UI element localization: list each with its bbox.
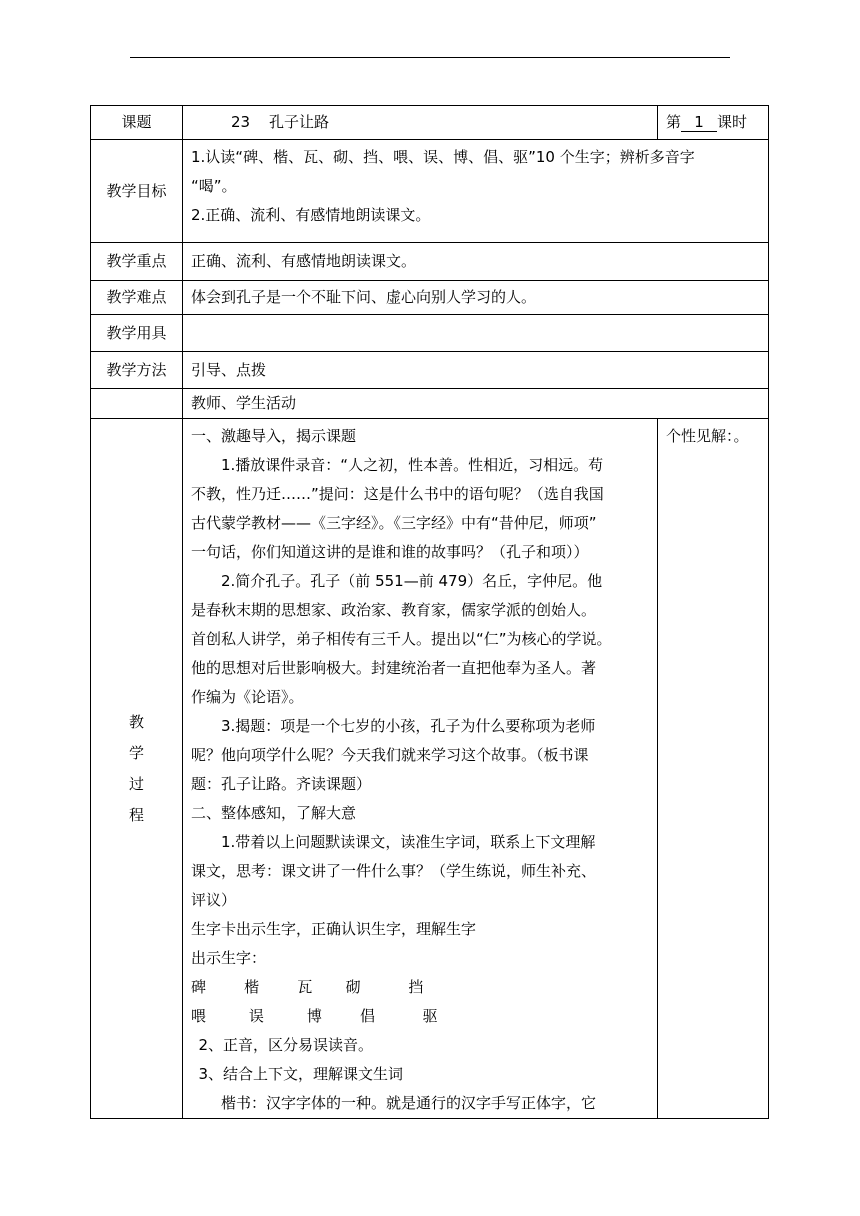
tools-row [91,315,769,352]
lesson-prefix: 第 [666,113,682,131]
method-label: 教学方法 [91,352,183,389]
key-point-row [91,243,769,281]
header-rule [130,57,730,58]
lesson-period-number: 1 [681,113,717,132]
activities-header-row [91,389,769,419]
lesson-number: 23 [231,113,251,131]
process-line: 首创私人讲学，弟子相传有三千人。提出以“仁”为核心的学说。 [191,630,612,648]
process-line: 2.简介孔子。孔子（前 551—前 479）名丘，字仲尼。他 [221,572,603,590]
process-line: 课文，思考：课文讲了一件什么事？（学生练说，师生补充、 [191,862,597,880]
goal-line: “喝”。 [191,177,237,195]
key-point-label: 教学重点 [91,243,183,281]
new-characters-row: 喂 误 博 倡 驱 [191,1007,438,1025]
goals-label: 教学目标 [91,140,183,243]
comment-cell [658,419,769,1119]
goals-row [91,140,769,243]
process-line: 一句话，你们知道这讲的是谁和谁的故事吗？（孔子和项）） [191,543,589,561]
process-row [91,419,769,1119]
process-line: 古代蒙学教材——《三字经》。《三字经》中有“昔仲尼，师项” [191,514,597,532]
new-characters-row: 碑 楷 瓦 砌 挡 [191,978,424,996]
process-line: 2、正音，区分易误读音。 [198,1036,374,1054]
title-row [91,106,769,140]
process-line: 1.带着以上问题默读课文，读准生字词，联系上下文理解 [221,833,596,851]
process-content [183,419,658,1119]
process-line: 1.播放课件录音：“人之初，性本善。性相近，习相远。苟 [221,456,604,474]
process-line: 作编为《论语》。 [191,688,304,706]
process-line: 是春秋末期的思想家、政治家、教育家，儒家学派的创始人。 [191,601,597,619]
process-line: 楷书：汉字字体的一种。就是通行的汉字手写正体字，它 [221,1094,597,1112]
process-line: 不教，性乃迁……”提问：这是什么书中的语句呢？（选自我国 [191,485,604,503]
process-line: 二、整体感知，了解大意 [191,804,357,822]
comment-label: 个性见解：。 [666,427,749,445]
process-label-char: 程 [129,805,145,824]
difficulty-label: 教学难点 [91,281,183,315]
subject-label: 课题 [91,106,183,140]
lesson-title: 孔子让路 [269,113,330,131]
lesson-period-cell [658,106,769,140]
difficulty-text: 体会到孔子是一个不耻下问、虚心向别人学习的人。 [183,281,769,315]
process-label-char: 过 [129,774,145,793]
goals-content [183,140,769,243]
process-line: 评议） [191,891,237,909]
process-label-char: 教 [129,712,145,731]
activities-header: 教师、学生活动 [183,389,769,419]
method-row [91,352,769,389]
difficulty-row [91,281,769,315]
tools-label: 教学用具 [91,315,183,352]
process-line: 一、激趣导入，揭示课题 [191,427,357,445]
lesson-suffix: 课时 [717,113,748,131]
process-line: 题：孔子让路。齐读课题） [191,775,372,793]
key-point-text: 正确、流利、有感情地朗读课文。 [183,243,769,281]
method-text: 引导、点拨 [183,352,769,389]
process-label [91,419,183,1119]
process-label-char: 学 [129,743,145,762]
process-line: 他的思想对后世影响极大。封建统治者一直把他奉为圣人。著 [191,659,597,677]
process-line: 3.揭题：项是一个七岁的小孩，孔子为什么要称项为老师 [221,717,596,735]
tools-text [183,315,769,352]
process-line: 呢？他向项学什么呢？今天我们就来学习这个故事。（板书课 [191,746,589,764]
lesson-plan-table [90,105,769,1119]
activities-header-blank [91,389,183,419]
process-line: 生字卡出示生字，正确认识生字，理解生字 [191,920,477,938]
process-line: 3、结合上下文，理解课文生词 [198,1065,404,1083]
process-line: 出示生字： [191,949,267,967]
goal-line: 2.正确、流利、有感情地朗读课文。 [191,206,431,224]
goal-line: 1.认读“碑、楷、瓦、砌、挡、喂、误、博、倡、驱”10 个生字；辨析多音字 [191,148,695,166]
lesson-title-cell [183,106,658,140]
